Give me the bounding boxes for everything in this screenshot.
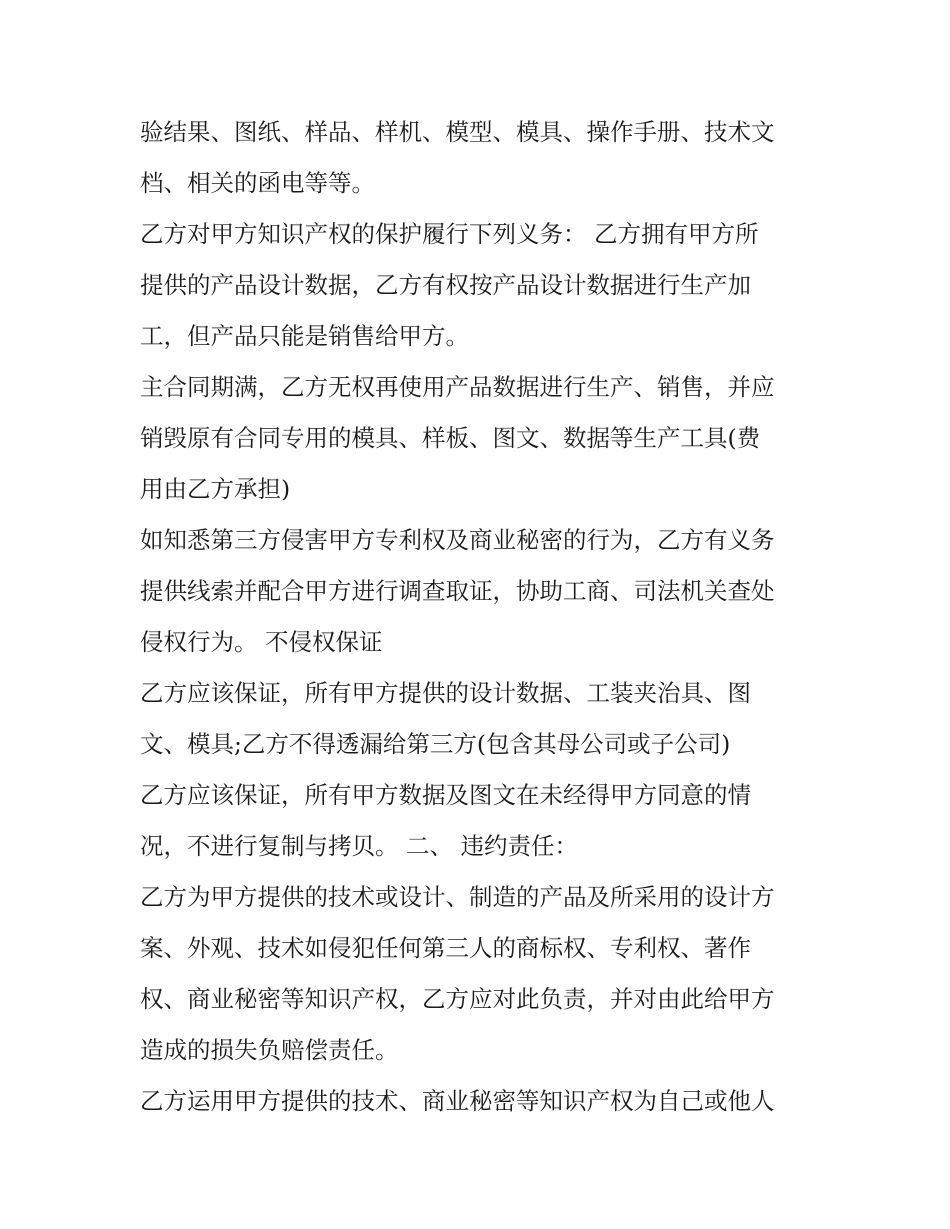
text-line: 乙方应该保证，所有甲方提供的设计数据、工装夹治具、图 bbox=[140, 679, 751, 707]
text-line: 乙方对甲方知识产权的保护履行下列义务： 乙方拥有甲方所 bbox=[140, 220, 759, 248]
text-line: 文、模具;乙方不得透漏给第三方(包含其母公司或子公司) bbox=[140, 730, 731, 758]
text-line: 档、相关的函电等等。 bbox=[140, 169, 375, 197]
text-line: 权、商业秘密等知识产权，乙方应对此负责，并对由此给甲方 bbox=[140, 985, 775, 1013]
text-line: 提供线索并配合甲方进行调查取证，协助工商、司法机关查处 bbox=[140, 577, 775, 605]
text-line: 验结果、图纸、样品、样机、模型、模具、操作手册、技术文 bbox=[140, 118, 775, 146]
text-line: 提供的产品设计数据，乙方有权按产品设计数据进行生产加 bbox=[140, 271, 751, 299]
text-line: 乙方应该保证，所有甲方数据及图文在未经得甲方同意的情 bbox=[140, 781, 751, 809]
text-line: 销毁原有合同专用的模具、样板、图文、数据等生产工具(费 bbox=[140, 424, 761, 452]
text-line: 造成的损失负赔偿责任。 bbox=[140, 1036, 399, 1064]
text-line: 况，不进行复制与拷贝。 二、 违约责任： bbox=[140, 832, 578, 860]
text-line: 乙方为甲方提供的技术或设计、制造的产品及所采用的设计方 bbox=[140, 883, 775, 911]
text-line: 工，但产品只能是销售给甲方。 bbox=[140, 322, 469, 350]
text-line: 案、外观、技术如侵犯任何第三人的商标权、专利权、著作 bbox=[140, 934, 751, 962]
text-line: 乙方运用甲方提供的技术、商业秘密等知识产权为自己或他人 bbox=[140, 1087, 775, 1115]
text-line: 用由乙方承担) bbox=[140, 475, 291, 503]
text-line: 如知悉第三方侵害甲方专利权及商业秘密的行为，乙方有义务 bbox=[140, 526, 775, 554]
text-line: 侵权行为。 不侵权保证 bbox=[140, 628, 383, 656]
text-line: 主合同期满，乙方无权再使用产品数据进行生产、销售，并应 bbox=[140, 373, 775, 401]
document-body bbox=[140, 107, 830, 1127]
